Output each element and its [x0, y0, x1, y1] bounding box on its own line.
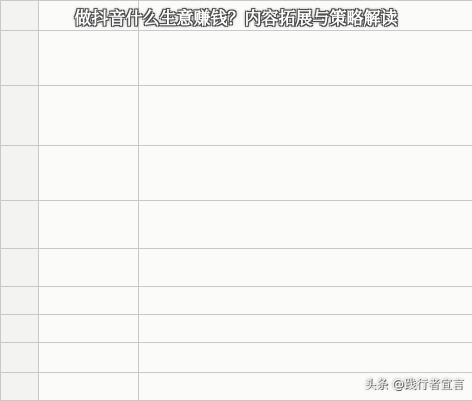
row-label [1, 315, 39, 343]
cell [139, 201, 472, 249]
table-row [1, 31, 472, 86]
watermark: 头条 @践行者宣言 [364, 376, 464, 392]
cell [139, 31, 472, 86]
row-label [1, 86, 39, 146]
cell [39, 86, 139, 146]
cell [39, 287, 139, 315]
table-row [1, 86, 472, 146]
page-title: 做抖音什么生意赚钱？内容拓展与策略解读 [0, 8, 472, 30]
table-row [1, 343, 472, 373]
cell [39, 315, 139, 343]
cell [139, 287, 472, 315]
table-row [1, 315, 472, 343]
table-row [1, 249, 472, 287]
cell [39, 343, 139, 373]
cell [39, 249, 139, 287]
cell [39, 31, 139, 86]
table-row [1, 146, 472, 201]
row-label [1, 31, 39, 86]
row-label [1, 249, 39, 287]
row-label [1, 373, 39, 401]
cell [139, 86, 472, 146]
row-label [1, 201, 39, 249]
cell [139, 315, 472, 343]
row-label [1, 287, 39, 315]
cell [39, 201, 139, 249]
cell [139, 343, 472, 373]
cell [139, 249, 472, 287]
row-label [1, 343, 39, 373]
table-row [1, 201, 472, 249]
row-label [1, 146, 39, 201]
cell [39, 146, 139, 201]
table-row [1, 287, 472, 315]
cell [39, 373, 139, 401]
cell [139, 146, 472, 201]
